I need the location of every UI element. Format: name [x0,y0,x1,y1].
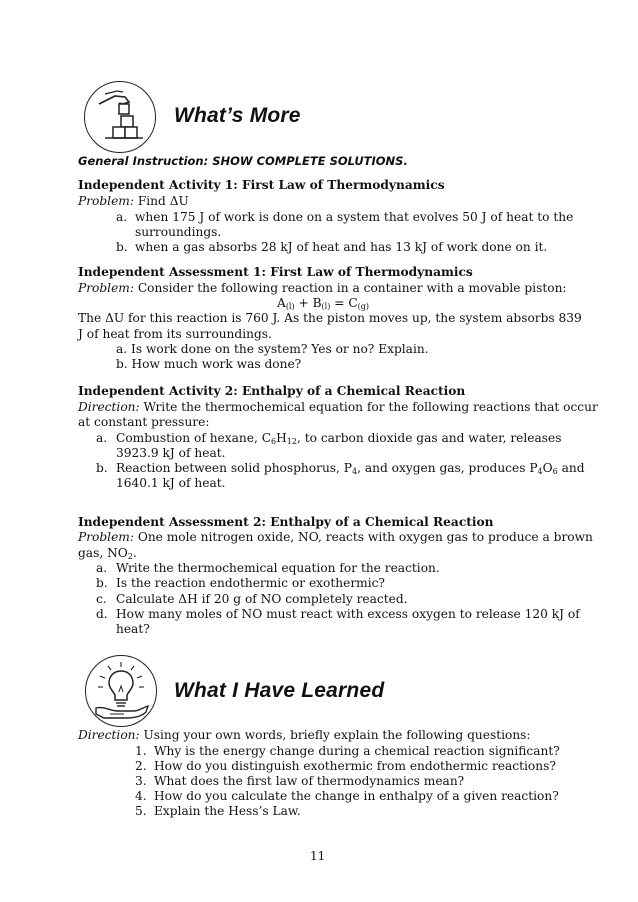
hand-stacking-blocks-icon [84,81,156,153]
assessment1-heading: Independent Assessment 1: First Law of Thermodynamics [78,265,473,279]
reaction-equation: $A_{(l)} + B_{(l)} = C_{(g)}$ [277,296,370,311]
list-marker: 1. [135,744,147,758]
list-item-continued: 3923.9 kJ of heat. [116,446,226,460]
activity1-heading: Independent Activity 1: First Law of Thermodynamics [78,178,445,192]
list-marker: 3. [135,774,147,788]
list-item: Write the thermochemical equation for the reaction. [116,561,440,575]
direction-label: Direction: [78,728,140,742]
problem-label: Problem: [78,194,134,208]
direction-text: Using your own words, briefly explain the following questions: [139,728,531,742]
activity2-heading: Independent Activity 2: Enthalpy of a Chemical Reaction [78,384,466,398]
problem-label: Problem: [78,530,134,544]
list-marker: d. [96,607,108,621]
list-item: when 175 J of work is done on a system that evolves 50 J of heat to the [135,210,574,224]
list-item: Is the reaction endothermic or exothermic? [116,576,385,590]
list-marker: b. [96,576,108,590]
list-item: b. How much work was done? [116,357,302,371]
activity2-direction-continued: at constant pressure: [78,415,210,429]
list-marker: b. [116,240,128,254]
list-item: What does the first law of thermodynamics mean? [154,774,465,788]
list-item-continued: 1640.1 kJ of heat. [116,476,226,490]
list-marker: 4. [135,789,147,803]
list-marker: a. [96,561,108,575]
general-instruction: General Instruction: SHOW COMPLETE SOLUTIONS. [78,154,408,168]
assessment2-problem [78,530,593,544]
list-marker: 2. [135,759,147,773]
list-item: Reaction between solid phosphorus, $P_4$, and oxygen gas, produces $P_4O_6$ and [116,461,585,476]
problem-text: Consider the following reaction in a container with a movable piston: [133,281,567,295]
learned-title: What I Have Learned [174,679,385,702]
problem-label: Problem: [78,281,134,295]
list-item: How do you distinguish exothermic from endothermic reactions? [154,759,556,773]
assessment1-paragraph-continued: J of heat from its surroundings. [78,327,272,341]
list-item: Why is the energy change during a chemical reaction significant? [154,744,560,758]
list-item: How do you calculate the change in enthalpy of a given reaction? [154,789,559,803]
list-item: Combustion of hexane, $C_6H_{12}$, to carbon dioxide gas and water, releases [116,431,562,446]
list-item: a. Is work done on the system? Yes or no? Explain. [116,342,429,356]
list-item: How many moles of NO must react with excess oxygen to release 120 kJ of [116,607,580,621]
list-item: Explain the Hess’s Law. [154,804,301,818]
assessment2-heading: Independent Assessment 2: Enthalpy of a Chemical Reaction [78,515,494,529]
whats-more-title: What’s More [174,104,301,127]
list-marker: 5. [135,804,147,818]
direction-text: Write the thermochemical equation for the following reactions that occur [139,400,598,414]
assessment1-paragraph: The ΔU for this reaction is 760 J. As the piston moves up, the system absorbs 839 [78,311,582,325]
problem-text: Find ΔU [133,194,189,208]
list-item: when a gas absorbs 28 kJ of heat and has 13 kJ of work done on it. [135,240,548,254]
assessment1-problem [78,281,567,295]
problem-text: One mole nitrogen oxide, NO, reacts with oxygen gas to produce a brown [133,530,593,544]
list-marker: a. [96,431,108,445]
page-number: 11 [310,849,326,863]
list-item-continued: heat? [116,622,150,636]
list-item: Calculate ΔH if 20 g of NO completely reacted. [116,592,408,606]
activity2-direction [78,400,598,414]
learned-direction [78,728,531,742]
activity1-problem [78,194,189,208]
lightbulb-in-hand-icon [85,655,157,727]
assessment2-problem-continued: gas, $NO_2$. [78,546,137,561]
list-item-continued: surroundings. [135,225,222,239]
list-marker: a. [116,210,128,224]
list-marker: c. [96,592,107,606]
direction-label: Direction: [78,400,140,414]
list-marker: b. [96,461,108,475]
